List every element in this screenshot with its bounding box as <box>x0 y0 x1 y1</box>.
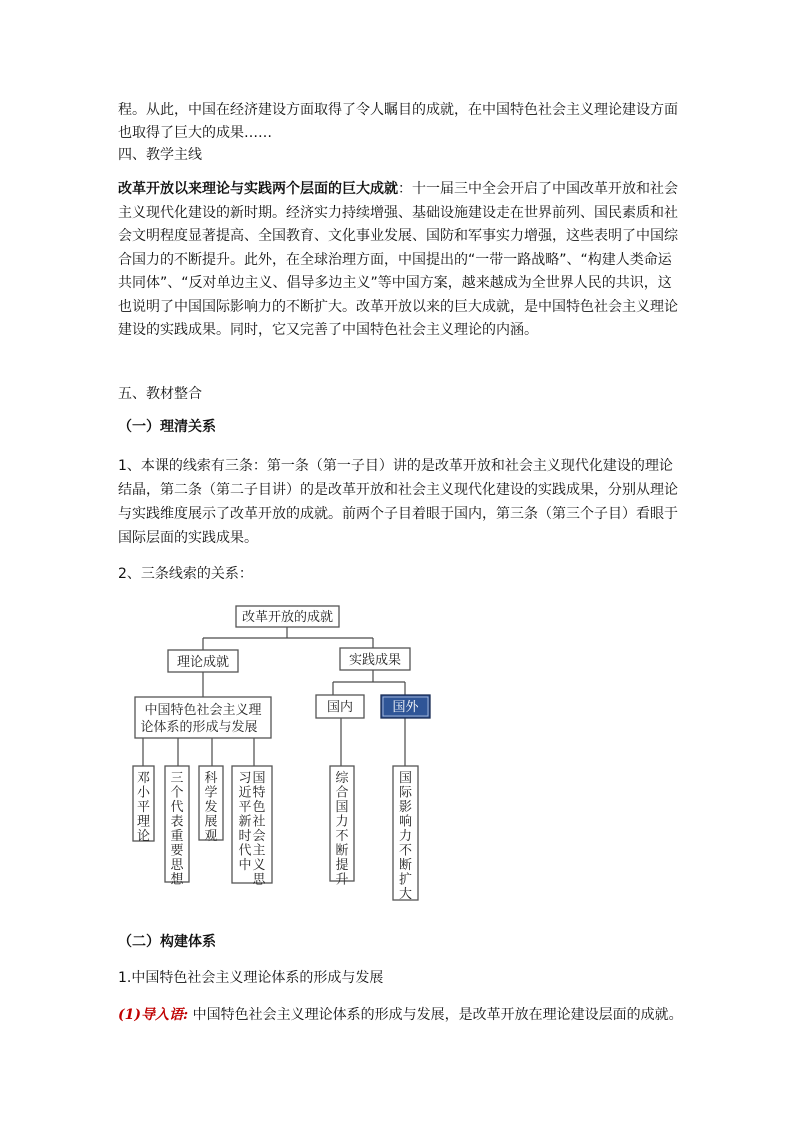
intro-line-2: 也取得了巨大的成果…… <box>118 125 272 141</box>
node-domestic-label: 国内 <box>326 700 354 715</box>
intro-label: (1)导入语: <box>118 1007 189 1023</box>
section4-lead: 改革开放以来理论与实践两个层面的巨大成就 <box>118 181 398 197</box>
node-theory-label: 理论成就 <box>176 655 230 670</box>
node-practice-label: 实践成果 <box>348 653 402 668</box>
leaf-label-1: 邓小平理论 <box>136 771 151 844</box>
leaf-label-3: 科学发展观 <box>204 771 218 844</box>
item-2-label: 2、三条线索的关系： <box>118 566 253 582</box>
node-system-label-1: 中国特色社会主义理 <box>144 703 262 718</box>
leaf-label-6: 国际影响力不断扩大 <box>398 771 413 902</box>
section4-body: ：十一届三中全会开启了中国改革开放和社会主义现代化建设的新时期。经济实力持续增强、基础设施建设走在世界前列、国民素质和社会文明程度显著提高、全国教育、文化事业发展、国防和军事实力增强，这些表明了中国综合国力的不断提升。此外，在全球治理方面，中国提出的“一带一路战略”、“构建人类命运共同体”、“反对单边主义、倡导多边主义”等中国方案，越来越成为全世界人民的共识，这也说明了中国国际影响力的不断扩大。改革开放以来的巨大成就，是中国特色社会主义理论建设的实践成果。同时，它又完善了中国特色社会主义理论的内涵。 <box>118 181 678 338</box>
node-root-label: 改革开放的成就 <box>241 610 334 625</box>
leaf-label-4: 习近平新时代中国特色社会主义思 <box>238 771 266 888</box>
sub-heading-clarify: （一）理清关系 <box>118 419 216 435</box>
section4-heading: 四、教学主线 <box>118 147 202 163</box>
leaf-label-5: 综合国力不断提升 <box>335 771 349 888</box>
section5-heading: 五、教材整合 <box>118 386 202 402</box>
intro-text: 中国特色社会主义理论体系的形成与发展，是改革开放在理论建设层面的成就。 <box>192 1007 683 1023</box>
intro-line-1: 程。从此，中国在经济建设方面取得了令人瞩目的成就，在中国特色社会主义理论建设方面 <box>118 102 678 118</box>
build-item-1: 1.中国特色社会主义理论体系的形成与发展 <box>118 970 384 986</box>
item-1-paragraph: 1、本课的线索有三条：第一条（第一子目）讲的是改革开放和社会主义现代化建设的理论结晶，第二条（第二子目讲）的是改革开放和社会主义现代化建设的实践成果，分别从理论与实践维度展示了改革开放的成就。前两个子目着眼于国内，第三条（第三个子目）看眼于国际层面的实践成果。 <box>118 458 678 546</box>
sub-heading-build: （二）构建体系 <box>118 934 216 950</box>
leaf-label-2: 三个代表重要思想 <box>170 771 184 888</box>
intro-statement <box>118 1004 718 1027</box>
node-foreign-label: 国外 <box>392 700 419 715</box>
node-system-label-2: 论体系的形成与发展 <box>140 720 258 735</box>
